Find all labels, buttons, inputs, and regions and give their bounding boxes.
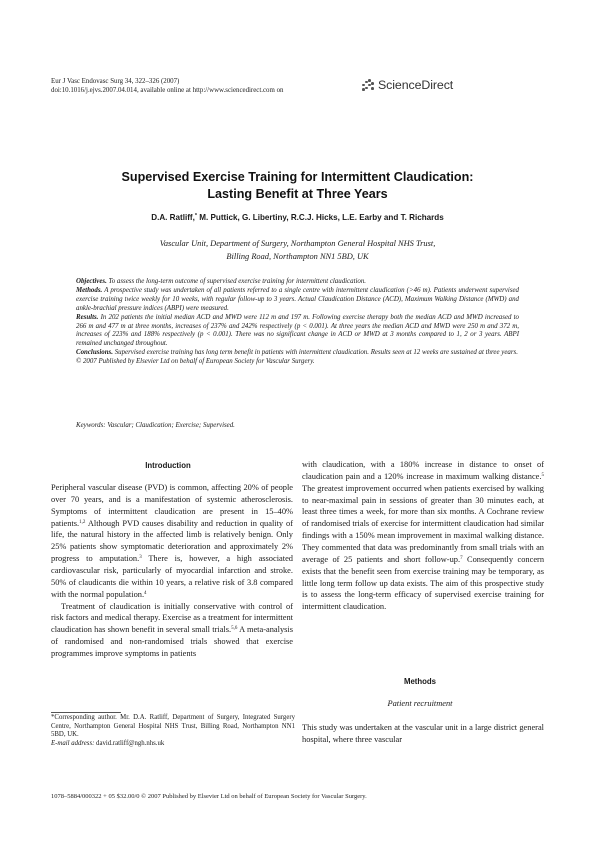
citation-ref[interactable]: 5,6 [231,626,238,632]
methods-heading: Methods [403,677,437,686]
citation-ref[interactable]: 3 [139,555,142,561]
sciencedirect-wordmark: ScienceDirect [378,78,454,92]
citation-ref[interactable]: 1,2 [79,519,86,525]
footnote-mark: * [51,714,55,721]
affiliation [60,238,535,263]
journal-citation: Eur J Vasc Endovasc Surg 34, 322–326 (2007) [51,78,180,85]
sciencedirect-logo [362,78,453,92]
left-column-body [51,482,293,660]
intro-p1-text-a: Peripheral vascular disease (PVD) is common, affecting 20% of people over 70 years, and is a manifestation of systemic atherosclerosis. Symptoms of intermittent claudication are present in 15–40% patients. [51,483,293,528]
keywords: Keywords: Vascular; Claudication; Exercise; Supervised. [76,422,235,429]
abstract-conclusions [76,349,519,358]
article-title [60,169,535,203]
abstract-copyright: © 2007 Published by Elsevier Ltd on behalf of European Society for Vascular Surgery. [76,358,315,366]
conclusions-label: Conclusions. [76,349,113,357]
patient-recruitment-subheading: Patient recruitment [387,699,453,708]
citation-ref[interactable]: 4 [144,590,147,596]
introduction-heading: Introduction [145,461,191,470]
doi-line [51,86,283,95]
title-line-2: Lasting Benefit at Three Years [207,187,388,201]
methods-label: Methods. [76,286,103,294]
intro-p2-text-a: Treatment of claudication is initially conservative with control of risk factors and medical therapy. Exercise as a treatment for intermittent claudication has shown benefit in several small trials. [51,601,293,635]
right-p1-text-a: with claudication, with a 180% increase in distance to onset of claudication pain and a 120% increase in maximum walking distance. [302,460,544,481]
doi-suffix: on [274,87,284,94]
doi-text: doi:10.1016/j.ejvs.2007.04.014, available online at [51,87,193,94]
abstract-results [76,314,519,350]
objectives-label: Objectives. [76,278,107,285]
affiliation-line-2: Billing Road, Northampton NN1 5BD, UK [226,251,369,261]
intro-p1-text-b: Although PVD causes disability and reduction in quality of life, the natural history in the affected limb is relatively benign. Only 25% patients show symptomatic deterioration and approximately 2% progress to amputation. [51,518,293,564]
corresponding-author: D.A. Ratliff, [151,213,195,222]
footnote-email [51,740,295,749]
sciencedirect-link[interactable]: http://www.sciencedirect.com [192,87,275,94]
co-authors: M. Puttick, G. Libertiny, R.C.J. Hicks, L.E. Earby and T. Richards [196,213,444,222]
email-link[interactable]: david.ratliff@ngh.nhs.uk [94,739,165,747]
intro-paragraph-1 [51,482,293,601]
footnote-body: Corresponding author. Mr. D.A. Ratliff, Department of Surgery, Integrated Surgery Centre, Northampton General Hospital NHS Trust, Billing Road, Northampton NN1 5BD, UK. [51,714,295,739]
objectives-text: To assess the long-term outcome of supervised exercise training for intermittent claudication. [106,278,367,285]
conclusions-text: Supervised exercise training has long term benefit in patients with intermittent claudication. Results seen at 12 weeks are sustained at three years. [112,349,518,357]
results-label: Results. [76,313,99,321]
page-footer: 1078–5884/000322 + 05 $32.00/0 © 2007 Published by Elsevier Ltd on behalf of European Society for Vascular Surgery. [51,793,367,800]
sciencedirect-dots-icon [362,79,374,91]
intro-p2-text-b: A meta-analysis of randomised and non-randomised trials showed that exercise programmes improve symptoms in patients [51,625,293,659]
right-p1-text-b: The greatest improvement occurred when patients exercised by walking to near-maximal pain in sessions of greater than 30 minutes each, at least three times a week, for more than six months. A Cochrane review of randomised trials of exercise for intermittent claudication had similar findings with a 150% mean improvement in maximal walking distance. They commented that data was predominantly from small trials with an average of 25 patients and short follow-up. [302,483,544,564]
recruitment-paragraph: This study was undertaken at the vascular unit in a large district general hospital, where three vascular [302,723,544,744]
abstract [76,278,519,367]
right-column-body [302,459,544,613]
author-list [60,213,535,222]
right-paragraph-1 [302,459,544,613]
intro-paragraph-2 [51,601,293,660]
citation-ref[interactable]: 7 [460,555,463,561]
abstract-methods [76,287,519,314]
results-text: In 202 patients the initial median ACD and MWD were 112 m and 197 m. Following exercise therapy both the median ACD and MWD increased to 266 m and 477 m at three months, increases of 237% and 242% respectively (p < 0.001). At three years the median ACD and MWD were 250 m and 372 m, increases of 223% and 188% respectively (p < 0.001). There was no significant change in ACD or MWD at 3 months compared to 1, 2 or 3 years. ABPI remained unchanged throughout. [76,313,519,348]
corresponding-mark[interactable]: * [194,213,197,219]
title-line-1: Supervised Exercise Training for Intermittent Claudication: [121,170,474,184]
right-p1-text-c: Consequently concern exists that the benefit seen from exercise training may be temporary, as little long term follow up data exists. The aim of this prospective study is to assess the long-term efficacy of supervised exercise training for intermittent claudication. [302,554,545,612]
footnote-rule [51,712,121,713]
abstract-objectives [76,278,519,287]
citation-ref[interactable]: 5 [541,472,544,478]
email-label: E-mail address: [51,739,95,747]
corresponding-footnote [51,714,295,748]
footnote-text [51,714,295,740]
methods-text: A prospective study was undertaken of all patients referred to a single centre with intermittent claudication (>46 m). Patients underwent supervised exercise training twice weekly for 10 weeks, with regular follow-up to 3 years. Actual Claudication Distance (ACD), Maximum Walking Distance (MWD) and ankle-brachial pressure indices (ABPI) were measured. [76,286,519,312]
intro-p1-text-c: There is, however, a high associated cardiovascular risk, particularly of myocardial infarction and stroke. 50% of claudicants die within 10 years, a relative risk of 3.8 compared with the normal population. [51,554,293,599]
affiliation-line-1: Vascular Unit, Department of Surgery, Northampton General Hospital NHS Trust, [159,239,436,248]
